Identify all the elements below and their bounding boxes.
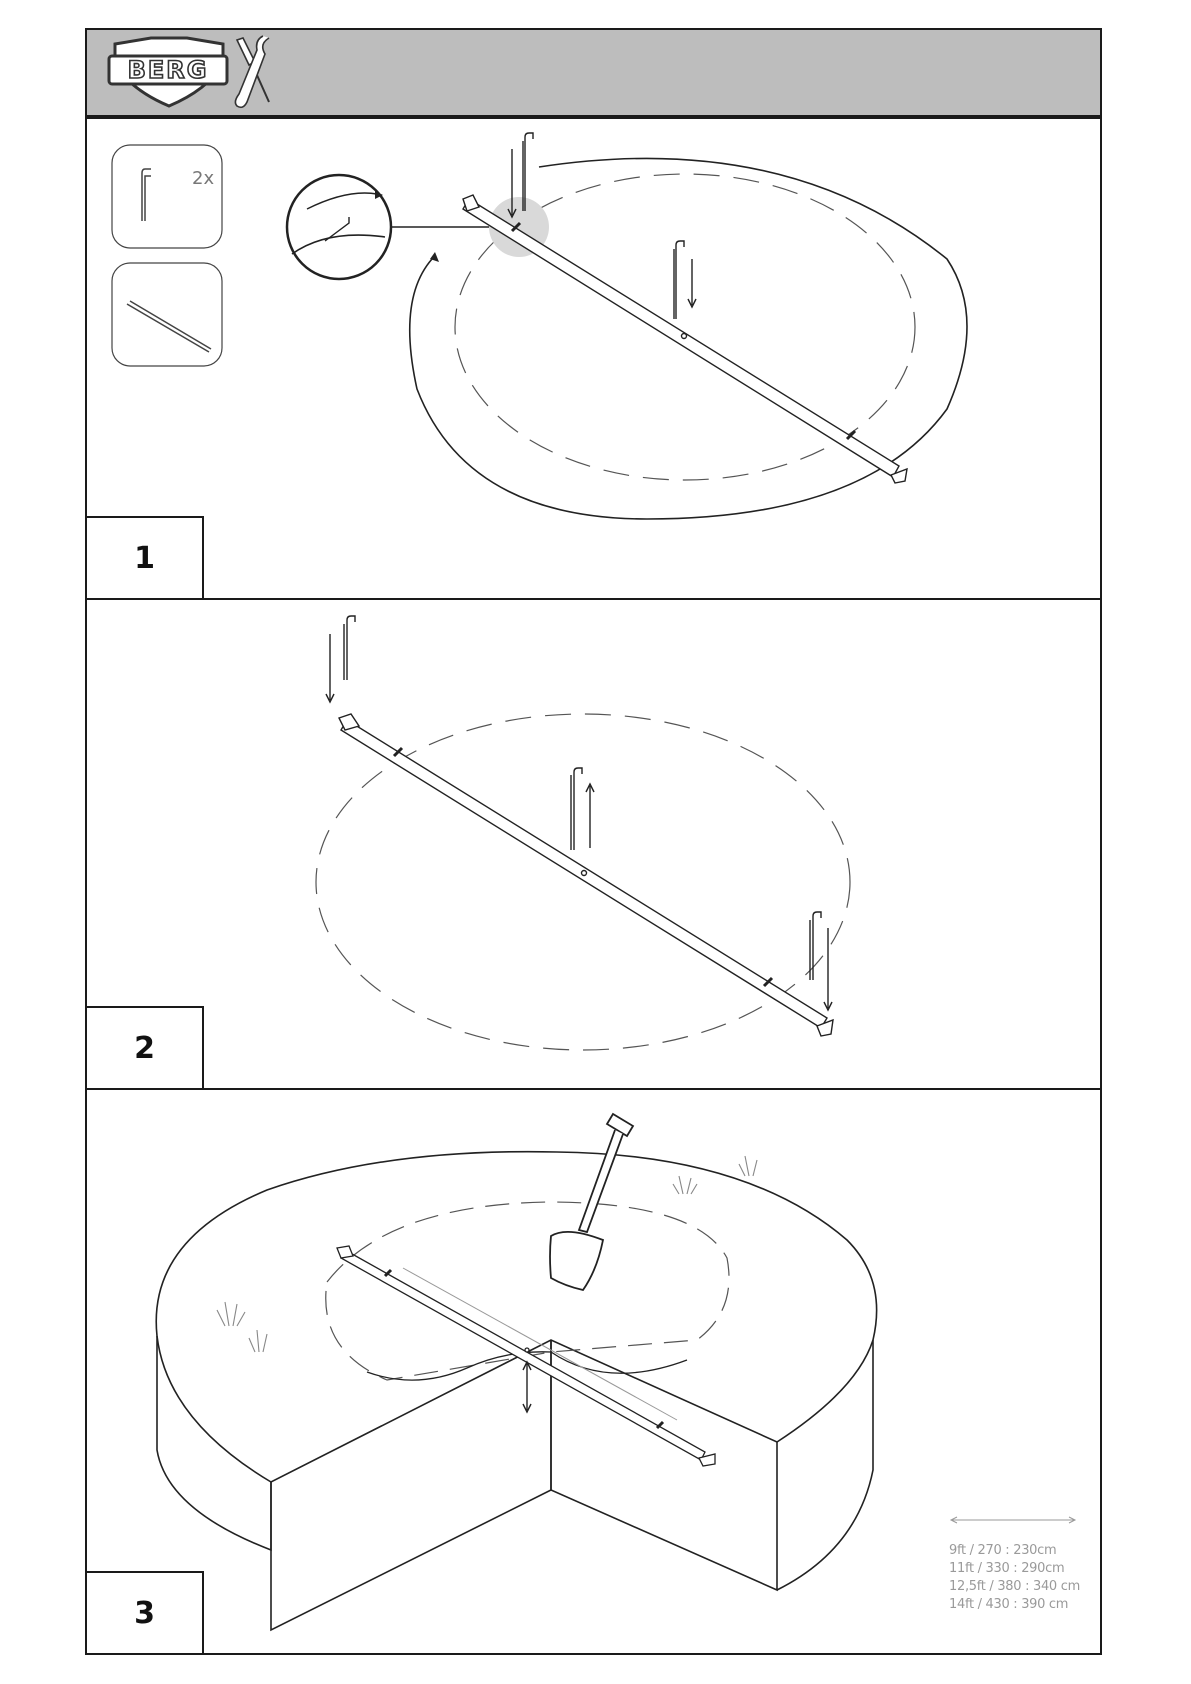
step-number-1: 1: [85, 516, 204, 600]
step-panel-2: [87, 600, 1100, 1090]
logo-shield: [109, 38, 227, 106]
parts-quantity: 2x: [192, 168, 215, 189]
size-9ft: 9ft / 270 : 230cm: [949, 1543, 1057, 1558]
measuring-rod: [463, 195, 907, 483]
step-panel-1: [87, 119, 1100, 600]
ground-top-surface: [156, 1152, 876, 1482]
step-2-illustration: [87, 600, 1104, 1090]
size-14ft: 14ft / 430 : 390 cm: [949, 1597, 1069, 1612]
detail-magnifier: [287, 175, 391, 279]
size-12-5ft: 12,5ft / 380 : 340 cm: [949, 1579, 1080, 1594]
brand-logo: [87, 30, 287, 119]
size-11ft: 11ft / 330 : 290cm: [949, 1561, 1065, 1576]
header-bar: [87, 30, 1100, 119]
step-1-illustration: [87, 119, 1104, 600]
size-legend-arrow: [951, 1517, 1075, 1523]
ground-peg-icon: [326, 616, 832, 1010]
size-legend: [949, 1542, 1080, 1614]
depth-arrow: [523, 1362, 531, 1412]
instruction-sheet: [85, 28, 1102, 1655]
parts-box-pegs: [112, 145, 222, 248]
step-panel-3: [87, 1090, 1100, 1655]
logo-text: BERG: [127, 56, 209, 84]
step-number-3: 3: [85, 1571, 204, 1655]
measuring-rod: [339, 714, 833, 1036]
step-number-2: 2: [85, 1006, 204, 1090]
